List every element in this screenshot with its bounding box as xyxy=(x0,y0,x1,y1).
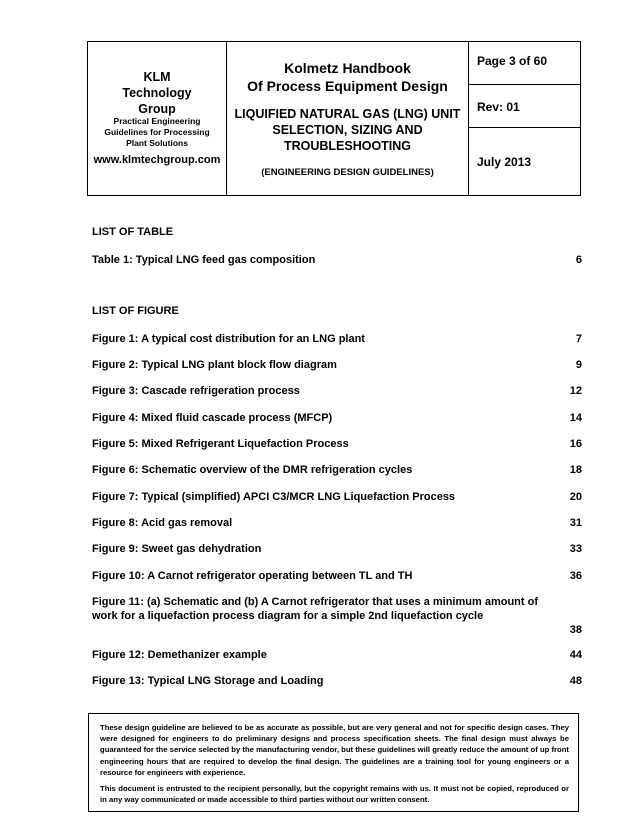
figure-entry-page: 12 xyxy=(569,385,582,397)
figure-entry-label: Figure 8: Acid gas removal xyxy=(92,517,233,529)
figure-entry xyxy=(92,674,582,688)
figure-entry-label: Figure 11: (a) Schematic and (b) A Carnot refrigerator that uses a minimum amount of work for a liquefaction process diagram for a simple 2nd liquefaction cycle xyxy=(92,596,538,622)
figure-entry-label: Figure 10: A Carnot refrigerator operating between TL and TH xyxy=(92,570,413,582)
company-website: www.klmtechgroup.com xyxy=(93,154,221,166)
date-cell xyxy=(469,128,580,195)
company-name: KLM Technology Group xyxy=(122,70,192,116)
handbook-title xyxy=(227,59,468,95)
figure-entry-page: 33 xyxy=(569,543,582,555)
copyright-paragraph: This document is entrusted to the recipient personally, but the copyright remains with us. It must not be copied, reproduced or in any way communicated or made accessible to third parties without our written consent. xyxy=(100,784,569,805)
figure-entry-page: 7 xyxy=(575,333,582,345)
company-cell xyxy=(88,42,227,195)
figure-entry xyxy=(92,332,582,346)
table-entry xyxy=(92,253,582,267)
document-subject: LIQUIFIED NATURAL GAS (LNG) UNIT SELECTION, SIZING AND TROUBLESHOOTING xyxy=(234,107,461,153)
figure-entry-label: Figure 12: Demethanizer example xyxy=(92,649,267,661)
figure-entry-label: Figure 2: Typical LNG plant block flow diagram xyxy=(92,359,337,371)
figure-entry xyxy=(92,463,582,477)
figure-entry xyxy=(92,595,582,637)
revision: Rev: 01 xyxy=(477,100,520,114)
figure-entry xyxy=(92,648,582,662)
figure-entry-label: Figure 5: Mixed Refrigerant Liquefaction Process xyxy=(92,438,349,450)
figure-entry xyxy=(92,411,582,425)
document-subject-note: (ENGINEERING DESIGN GUIDELINES) xyxy=(261,167,434,178)
figure-entry-label: Figure 9: Sweet gas dehydration xyxy=(92,543,262,555)
figure-entry xyxy=(92,358,582,372)
figure-entry-label: Figure 7: Typical (simplified) APCI C3/MCR LNG Liquefaction Process xyxy=(92,491,456,503)
figure-entry-page: 16 xyxy=(569,438,582,450)
meta-cell xyxy=(469,42,580,195)
figure-entry-page: 38 xyxy=(569,624,582,636)
figure-entry-label: Figure 13: Typical LNG Storage and Loading xyxy=(92,675,324,687)
issue-date: July 2013 xyxy=(477,155,532,169)
figure-entry xyxy=(92,542,582,556)
handbook-title-line1: Kolmetz Handbook xyxy=(284,60,411,76)
figure-entry-page: 36 xyxy=(569,570,582,582)
figure-entry-label: Figure 3: Cascade refrigeration process xyxy=(92,385,300,397)
figure-entry-page: 20 xyxy=(569,491,582,503)
figure-entry-page: 44 xyxy=(569,649,582,661)
figure-entry-page: 48 xyxy=(569,675,582,687)
figure-entry-page: 14 xyxy=(569,412,582,424)
table-entry-label: Table 1: Typical LNG feed gas composition xyxy=(92,254,316,266)
document-header xyxy=(87,41,581,196)
list-of-figures-title: LIST OF FIGURE xyxy=(92,305,179,317)
revision-cell xyxy=(469,85,580,128)
figure-entry-label: Figure 1: A typical cost distribution for an LNG plant xyxy=(92,333,365,345)
figure-entry xyxy=(92,437,582,451)
figure-entry-label: Figure 4: Mixed fluid cascade process (MFCP) xyxy=(92,412,333,424)
figure-entry-label: Figure 6: Schematic overview of the DMR refrigeration cycles xyxy=(92,464,413,476)
company-tagline: Practical Engineering Guidelines for Processing Plant Solutions xyxy=(104,116,210,148)
figure-entry xyxy=(92,569,582,583)
page-number: Page 3 of 60 xyxy=(477,54,548,68)
handbook-title-line2: Of Process Equipment Design xyxy=(247,78,448,94)
title-cell xyxy=(227,42,469,195)
table-entry-page: 6 xyxy=(575,254,582,266)
figure-entry xyxy=(92,490,582,504)
figure-entry-page: 31 xyxy=(569,517,582,529)
disclaimer-box xyxy=(88,713,579,812)
figure-entry xyxy=(92,516,582,530)
disclaimer-paragraph: These design guideline are believed to be as accurate as possible, but are very general and not for specific design cases. They were designed for engineers to do preliminary designs and process specification sheets. The final design must always be guaranteed for the service selected by the manufacturing vendor, but these guidelines will greatly reduce the amount of up front engineering hours that are required to develop the final design. The guidelines are a training tool for young engineers or a resource for engineers with experience. xyxy=(100,723,569,777)
figure-entry-page: 9 xyxy=(575,359,582,371)
page-number-cell xyxy=(469,42,580,85)
figure-entry xyxy=(92,384,582,398)
list-of-tables-title: LIST OF TABLE xyxy=(92,226,174,238)
figure-entry-page: 18 xyxy=(569,464,582,476)
